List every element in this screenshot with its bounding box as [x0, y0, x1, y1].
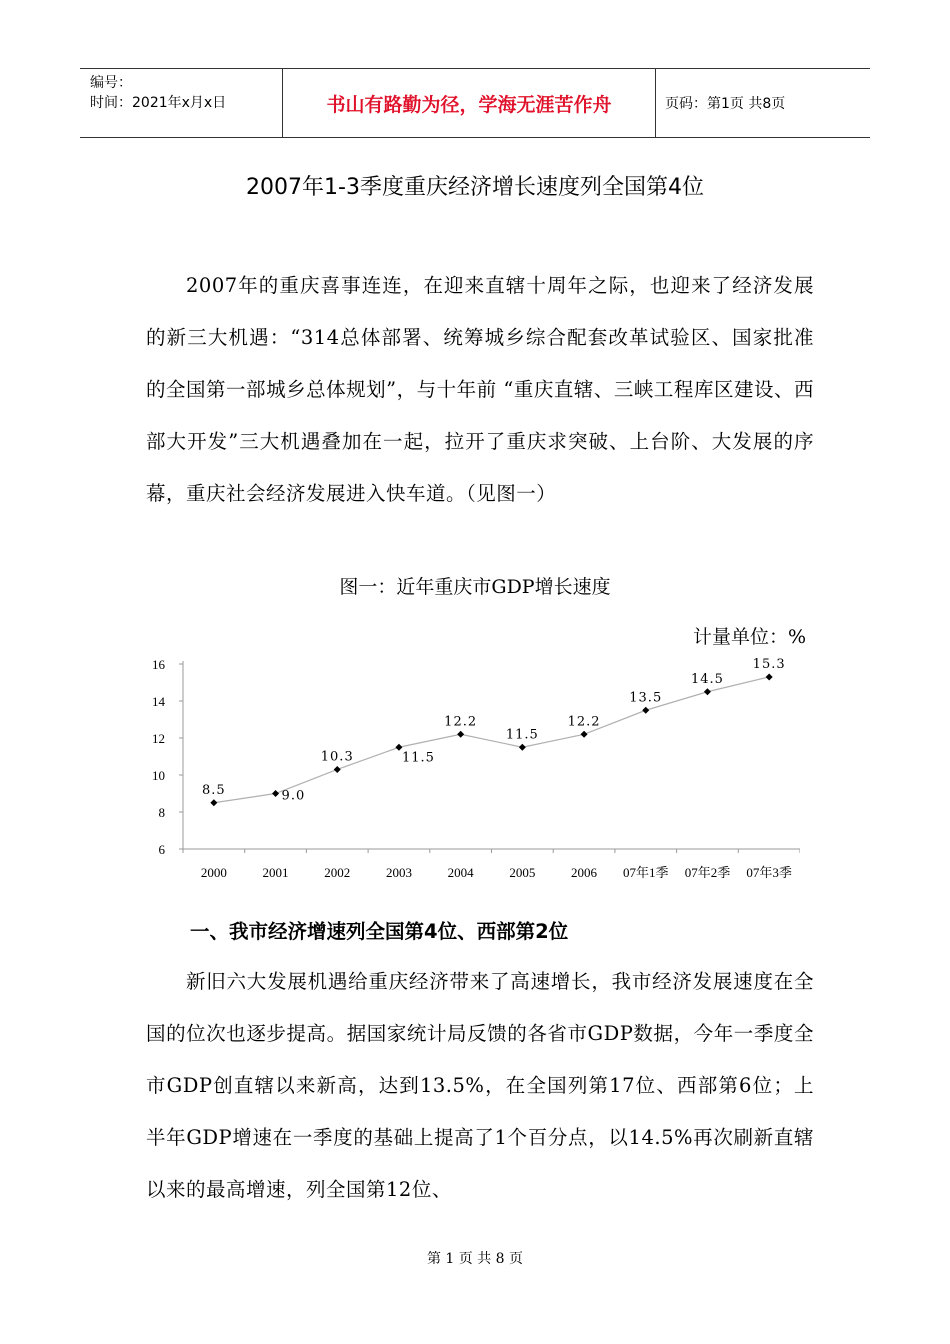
data-point: [457, 731, 464, 738]
intro-paragraph-text: 2007年的重庆喜事连连，在迎来直辖十周年之际，也迎来了经济发展的新三大机遇：“314总体部署、统筹城乡综合配套改革试验区、国家批准的全国第一部城乡总体规划”，与十年前 “重庆直辖、三峡工程库区建设、西部大开发”三大机遇叠加在一起，拉开了重庆求突破、上台阶、大发展的序幕，重庆社会经济发展进入快车道。（见图一）: [146, 274, 814, 505]
data-point: [210, 799, 217, 806]
data-point: [581, 731, 588, 738]
page-footer: 第 1 页 共 8 页: [426, 1251, 524, 1267]
figure-caption: 图一：近年重庆市GDP增长速度: [339, 576, 611, 598]
x-tick-label: 2006: [571, 865, 598, 880]
x-tick-label: 2004: [447, 865, 474, 880]
x-tick-label: 07年2季: [684, 865, 731, 880]
data-point: [519, 744, 526, 751]
data-label: 8.5: [202, 782, 226, 798]
data-point: [642, 707, 649, 714]
y-tick-label: 14: [152, 694, 165, 709]
y-tick-label: 10: [152, 768, 165, 783]
y-tick-label: 6: [158, 842, 165, 857]
header-page-info: 页码：第1页 共8页: [665, 96, 786, 112]
series-line: [214, 677, 769, 803]
x-tick-label: 2001: [262, 865, 289, 880]
section-heading: 一、我市经济增速列全国第4位、西部第2位: [190, 920, 569, 943]
data-label: 11.5: [505, 727, 539, 743]
y-tick-label: 12: [152, 731, 165, 746]
x-tick-label: 2000: [200, 865, 227, 880]
data-label: 12.2: [567, 714, 601, 730]
time-label: 时间：2021年x月x日: [90, 95, 227, 111]
y-tick-label: 8: [158, 805, 165, 820]
intro-paragraph: [146, 260, 814, 520]
data-point: [704, 688, 711, 695]
data-label: 12.2: [444, 714, 478, 730]
header-meta: [80, 69, 282, 137]
number-label: 编号：: [90, 75, 132, 91]
data-point: [766, 673, 773, 680]
data-label: 14.5: [690, 671, 724, 687]
header-motto: 书山有路勤为径，学海无涯苦作舟: [282, 69, 656, 137]
gdp-growth-line-chart: [140, 645, 800, 885]
x-tick-label: 2003: [385, 865, 412, 880]
body-paragraph: [146, 956, 814, 1216]
y-tick-label: 16: [152, 657, 165, 672]
data-label: 10.3: [320, 749, 354, 765]
x-tick-label: 2002: [324, 865, 351, 880]
unit-label: 计量单位：%: [692, 626, 806, 648]
page-title: 2007年1-3季度重庆经济增长速度列全国第4位: [246, 175, 704, 200]
data-point: [272, 790, 279, 797]
data-label: 15.3: [752, 656, 786, 672]
data-label: 13.5: [629, 690, 663, 706]
data-label: 9.0: [281, 788, 306, 804]
document-header: [80, 68, 870, 138]
data-label: 11.5: [401, 750, 435, 766]
x-tick-label: 2005: [509, 865, 536, 880]
body-paragraph-text: 新旧六大发展机遇给重庆经济带来了高速增长，我市经济发展速度在全国的位次也逐步提高。据国家统计局反馈的各省市GDP数据，今年一季度全市GDP创直辖以来新高，达到13.5%，在全国列第17位、西部第6位；上半年GDP增速在一季度的基础上提高了1个百分点，以14.5%再次刷新直辖以来的最高增速，列全国第12位、: [146, 970, 814, 1201]
x-tick-label: 07年1季: [622, 865, 669, 880]
x-tick-label: 07年3季: [746, 865, 792, 880]
data-point: [334, 766, 341, 773]
